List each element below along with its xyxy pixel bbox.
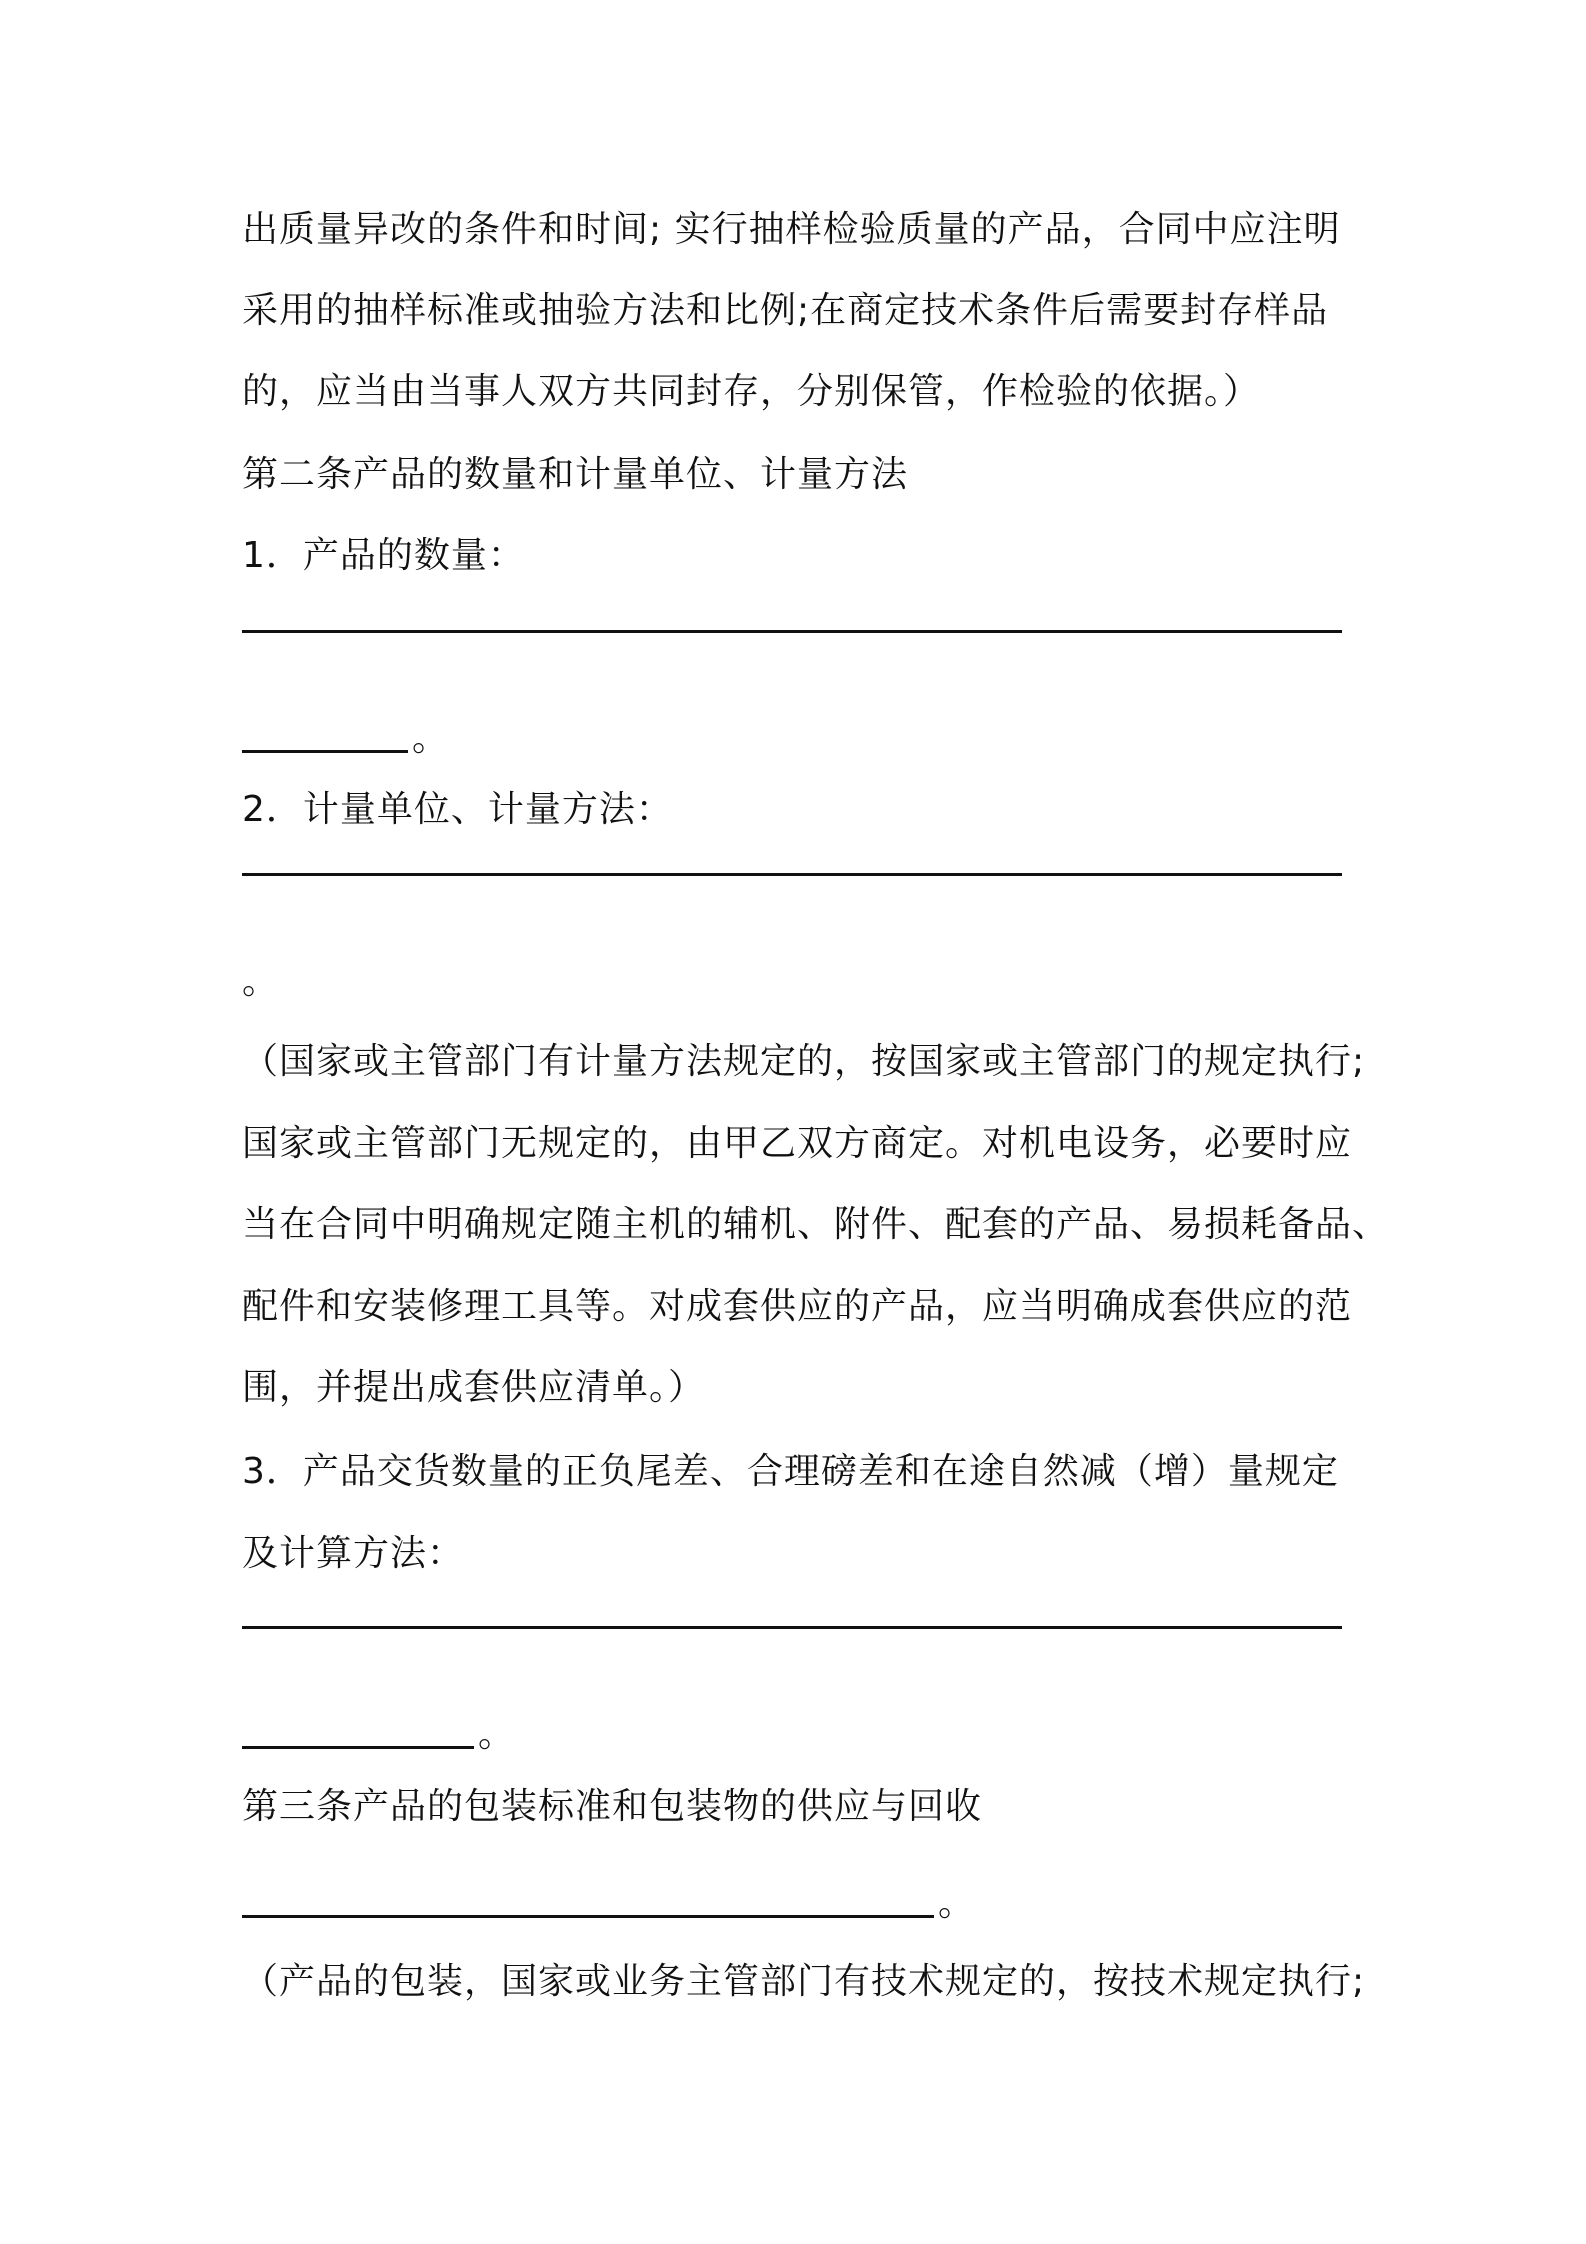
item-1-blank-line-2[interactable] [242,715,448,763]
period: 。 [478,1714,515,1755]
item-1-label: 1．产品的数量： [242,535,525,576]
period: 。 [938,1883,975,1924]
item-3-blank-line-2[interactable] [242,1711,514,1759]
article-3-heading: 第三条产品的包装标准和包装物的供应与回收 [242,1786,983,1827]
underline-blank [242,630,1342,633]
paragraph-line: 出质量异改的条件和时间; 实行抽样检验质量的产品，合同中应注明 [242,209,1341,250]
item-2-label: 2．计量单位、计量方法： [242,789,673,830]
underline-blank [242,873,1342,876]
note-line: 国家或主管部门无规定的，由甲乙双方商定。对机电设务，必要时应 [242,1123,1353,1164]
item-3-label: 3．产品交货数量的正负尾差、合理磅差和在途自然减（增）量规定 [242,1451,1339,1492]
packaging-note-line: （产品的包装，国家或业务主管部门有技术规定的，按技术规定执行; [242,1961,1366,2002]
underline-blank [242,1626,1342,1629]
underline-blank [242,750,408,753]
article-3-blank-line[interactable] [242,1880,974,1928]
article-2-heading: 第二条产品的数量和计量单位、计量方法 [242,454,909,495]
item-2-blank-line[interactable] [242,873,1342,886]
item-3-blank-line-1[interactable] [242,1626,1342,1639]
item-1-blank-line-1[interactable] [242,630,1342,643]
note-line: 配件和安装修理工具等。对成套供应的产品，应当明确成套供应的范 [242,1286,1353,1327]
period: 。 [412,718,449,759]
period: 。 [242,961,279,1002]
paragraph-line: 的，应当由当事人双方共同封存，分别保管，作检验的依据。） [242,371,1261,412]
note-line: （国家或主管部门有计量方法规定的，按国家或主管部门的规定执行; [242,1041,1366,1082]
item-2-period-line [242,958,278,1006]
paragraph-line: 采用的抽样标准或抽验方法和比例;在商定技术条件后需要封存样品 [242,290,1329,331]
note-line: 围，并提出成套供应清单。） [242,1367,706,1408]
underline-blank [242,1915,934,1918]
item-3-label-cont: 及计算方法： [242,1533,465,1574]
underline-blank [242,1746,474,1749]
note-line: 当在合同中明确规定随主机的辅机、附件、配套的产品、易损耗备品、 [242,1204,1390,1245]
